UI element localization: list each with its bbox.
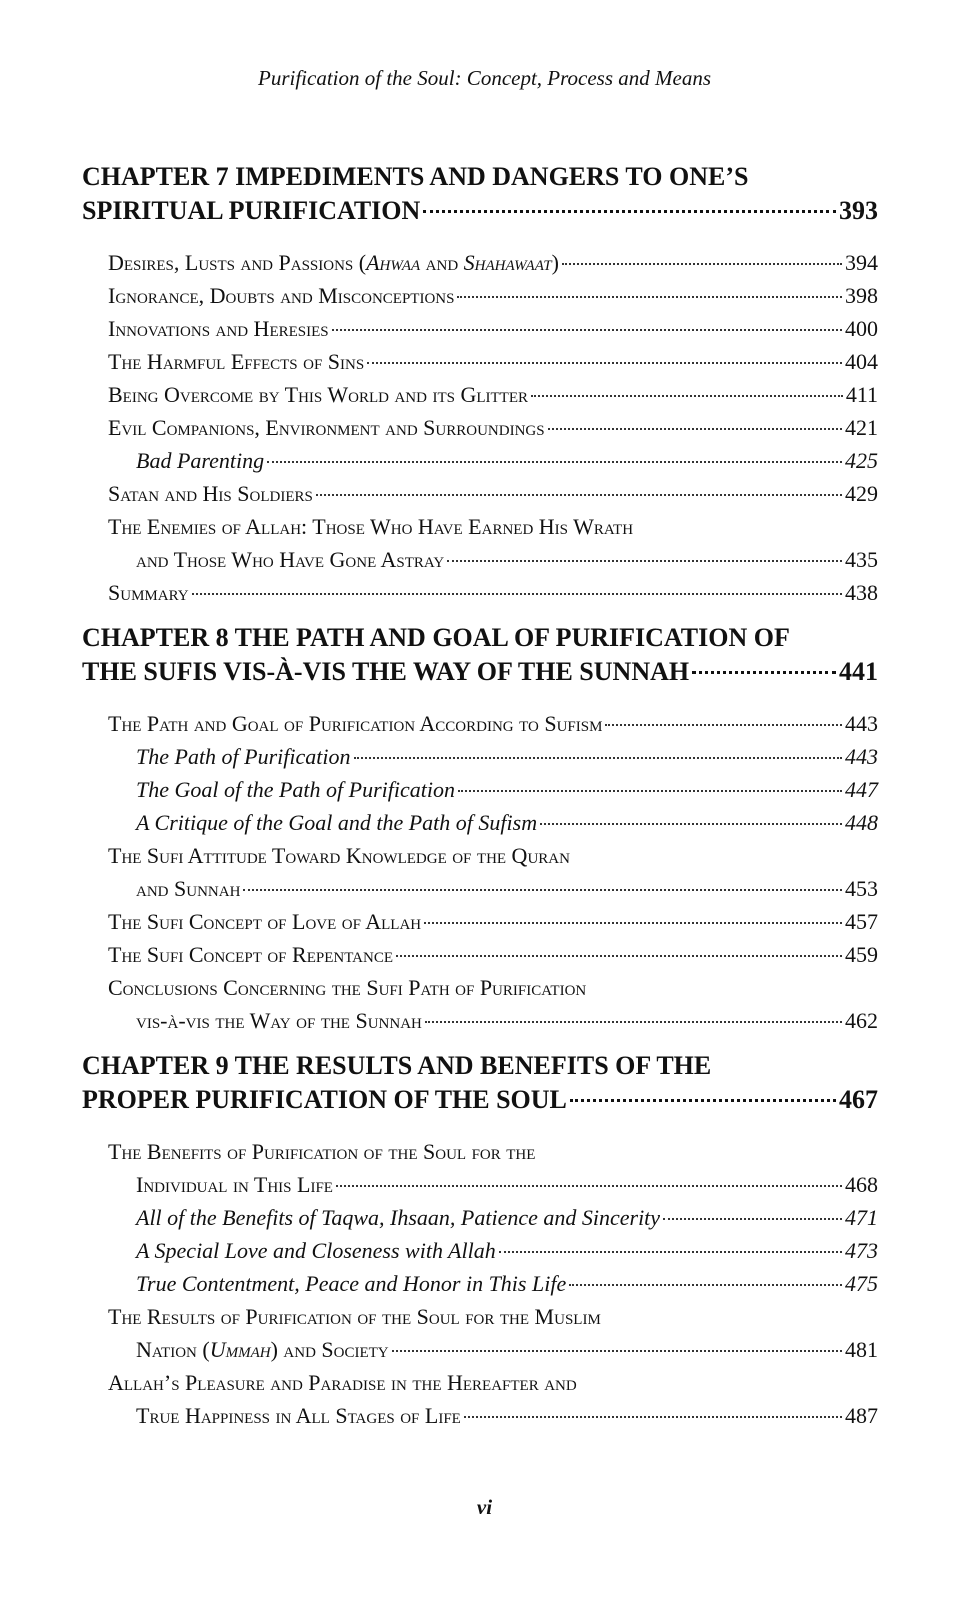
dot-leader [540, 823, 842, 825]
dot-leader [332, 329, 842, 331]
dot-leader [425, 1021, 842, 1023]
page-number: 453 [845, 876, 878, 901]
chapter-heading[interactable] [82, 621, 878, 689]
toc-subentry[interactable] [82, 1234, 878, 1267]
entry-title: The Sufi Concept of Love of Allah [108, 909, 422, 934]
page-number: 473 [845, 1238, 878, 1263]
dot-leader [605, 724, 842, 726]
page-number: 468 [845, 1172, 878, 1197]
chapter-title-line-1: CHAPTER 7 IMPEDIMENTS AND DANGERS TO ONE’S [82, 162, 749, 191]
entry-title: ) [551, 250, 559, 275]
toc-entry[interactable] [82, 477, 878, 510]
page-number: 404 [845, 349, 878, 374]
dot-leader [423, 210, 836, 213]
entry-title: Satan and His Soldiers [108, 481, 313, 506]
toc-entry[interactable] [82, 576, 878, 609]
entry-title: Ignorance, Doubts and Misconceptions [108, 283, 455, 308]
toc-entry[interactable] [82, 1366, 878, 1432]
entry-title: True Contentment, Peace and Honor in This Life [136, 1271, 567, 1296]
dot-leader [424, 922, 842, 924]
toc-entry[interactable] [82, 938, 878, 971]
toc-entry[interactable] [82, 246, 878, 279]
entry-title-line-2: and Sunnah [136, 876, 241, 901]
toc-entry[interactable] [82, 279, 878, 312]
page-number: 475 [845, 1271, 878, 1296]
dot-leader [367, 362, 842, 364]
section-list [82, 1135, 878, 1432]
toc-entry[interactable] [82, 411, 878, 444]
page-folio: vi [476, 1495, 493, 1519]
dot-leader [267, 461, 842, 463]
page-number: 438 [845, 580, 878, 605]
entry-title: and [420, 250, 464, 275]
page-number: 448 [845, 810, 878, 835]
dot-leader [354, 757, 843, 759]
page-number: 471 [845, 1205, 878, 1230]
dot-leader [570, 1099, 836, 1102]
page-number: 443 [845, 744, 878, 769]
entry-title: The Path and Goal of Purification According to Sufism [108, 711, 603, 736]
section-list [82, 707, 878, 1037]
entry-title-line-2: ) and Society [270, 1337, 389, 1362]
entry-title: Being Overcome by This World and its Glitter [108, 382, 529, 407]
toc-entry[interactable] [82, 345, 878, 378]
toc-entry[interactable] [82, 1135, 878, 1201]
dot-leader [336, 1185, 842, 1187]
page-number: 457 [845, 909, 878, 934]
page-number: 459 [845, 942, 878, 967]
entry-title-line-2: vis-à-vis the Way of the Sunnah [136, 1008, 422, 1033]
entry-title-line-1: The Enemies of Allah: Those Who Have Earned His Wrath [108, 514, 634, 539]
page-number: 400 [845, 316, 878, 341]
toc-subentry[interactable] [82, 740, 878, 773]
page-number: 398 [845, 283, 878, 308]
entry-title-line-1: The Results of Purification of the Soul for the Muslim [108, 1304, 601, 1329]
table-of-contents [82, 160, 878, 1444]
dot-leader [531, 395, 843, 397]
dot-leader [392, 1350, 842, 1352]
dot-leader [316, 494, 842, 496]
page-number: 425 [845, 448, 878, 473]
dot-leader [692, 671, 836, 674]
toc-entry[interactable] [82, 1300, 878, 1366]
chapter-heading[interactable] [82, 1049, 878, 1117]
entry-title-line-1: Conclusions Concerning the Sufi Path of Purification [108, 975, 587, 1000]
page-number: 462 [845, 1008, 878, 1033]
entry-title-italic: Ummah [209, 1337, 271, 1362]
chapter-title-line-2: SPIRITUAL PURIFICATION [82, 196, 421, 225]
entry-title: All of the Benefits of Taqwa, Ihsaan, Patience and Sincerity [136, 1205, 661, 1230]
dot-leader [396, 955, 842, 957]
entry-title: A Critique of the Goal and the Path of Sufism [136, 810, 538, 835]
dot-leader [548, 428, 842, 430]
entry-title-line-1: The Sufi Attitude Toward Knowledge of the Quran [108, 843, 570, 868]
entry-title-line-2: True Happiness in All Stages of Life [136, 1403, 461, 1428]
page-number: 487 [845, 1403, 878, 1428]
entry-title-line-2: Individual in This Life [136, 1172, 333, 1197]
entry-title: A Special Love and Closeness with Allah [136, 1238, 496, 1263]
page-number: 394 [845, 250, 878, 275]
dot-leader [447, 560, 842, 562]
chapter-heading[interactable] [82, 160, 878, 228]
toc-entry[interactable] [82, 905, 878, 938]
toc-subentry[interactable] [82, 444, 878, 477]
dot-leader [243, 889, 842, 891]
toc-subentry[interactable] [82, 1267, 878, 1300]
page-number: 435 [845, 547, 878, 572]
entry-title-italic: Ahwaa [366, 250, 421, 275]
entry-title: The Goal of the Path of Purification [136, 777, 455, 802]
entry-title-italic: Shahawaat [463, 250, 552, 275]
page-number: 429 [845, 481, 878, 506]
dot-leader [499, 1251, 842, 1253]
page-number: 481 [845, 1337, 878, 1362]
entry-title-line-2: Nation ( [136, 1337, 210, 1362]
page-number: 411 [845, 382, 878, 407]
entry-title: Evil Companions, Environment and Surroundings [108, 415, 545, 440]
page-number: 443 [845, 711, 878, 736]
chapter-title-line-1: CHAPTER 9 THE RESULTS AND BENEFITS OF THE [82, 1051, 712, 1080]
entry-title-line-1: Allah’s Pleasure and Paradise in the Hereafter and [108, 1370, 577, 1395]
chapter-title-line-1: CHAPTER 8 THE PATH AND GOAL OF PURIFICATION OF [82, 623, 790, 652]
entry-title-line-2: and Those Who Have Gone Astray [136, 547, 445, 572]
dot-leader [562, 263, 842, 265]
section-list [82, 246, 878, 609]
entry-title: The Sufi Concept of Repentance [108, 942, 393, 967]
toc-entry[interactable] [82, 378, 878, 411]
dot-leader [458, 790, 842, 792]
entry-title: The Path of Purification [136, 744, 351, 769]
chapter-title-line-2: THE SUFIS VIS-À-VIS THE WAY OF THE SUNNAH [82, 657, 690, 686]
toc-entry[interactable] [82, 707, 878, 740]
entry-title: Bad Parenting [136, 448, 265, 473]
page-number: 441 [839, 657, 878, 686]
toc-subentry[interactable] [82, 1201, 878, 1234]
entry-title: Innovations and Heresies [108, 316, 329, 341]
page-number: 467 [839, 1085, 878, 1114]
entry-title-line-1: The Benefits of Purification of the Soul for the [108, 1139, 536, 1164]
dot-leader [457, 296, 842, 298]
running-head: Purification of the Soul: Concept, Process and Means [258, 66, 711, 90]
toc-entry[interactable] [82, 510, 878, 576]
entry-title: Desires, Lusts and Passions ( [108, 250, 367, 275]
dot-leader [192, 593, 842, 595]
page-number: 393 [839, 196, 878, 225]
dot-leader [663, 1218, 842, 1220]
toc-entry[interactable] [82, 971, 878, 1037]
page-number: 421 [845, 415, 878, 440]
page-number: 447 [845, 777, 878, 802]
dot-leader [569, 1284, 842, 1286]
chapter-title-line-2: PROPER PURIFICATION OF THE SOUL [82, 1085, 567, 1114]
toc-subentry[interactable] [82, 806, 878, 839]
toc-subentry[interactable] [82, 773, 878, 806]
toc-entry[interactable] [82, 312, 878, 345]
dot-leader [464, 1416, 842, 1418]
entry-title: The Harmful Effects of Sins [108, 349, 365, 374]
entry-title: Summary [108, 580, 189, 605]
toc-entry[interactable] [82, 839, 878, 905]
